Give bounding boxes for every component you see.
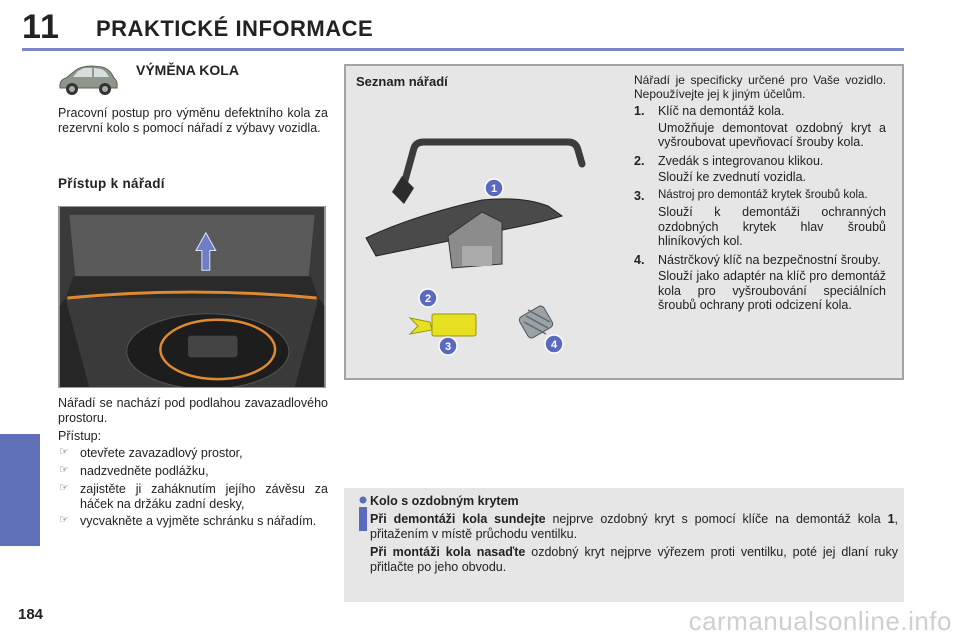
- security-socket-icon: [518, 305, 554, 340]
- tool-number: 4.: [634, 252, 645, 267]
- title-divider: [22, 48, 904, 51]
- pointing-hand-icon: ☞: [59, 481, 69, 494]
- access-steps: [58, 446, 328, 529]
- page-number: 184: [18, 606, 44, 623]
- info-paragraph-mounting: Při montáži kola nasaďte ozdobný kryt nejprve výřezem proti ventilku, poté jej dlaní ruky přitlačte po jeho obvodu.: [370, 545, 899, 574]
- tool-description: Umožňuje demontovat ozdobný kryt a vyšroubovat upevňovací šrouby kola.: [658, 120, 886, 149]
- tool-description: Slouží k demontáži ochranných ozdobných krytek hlav šroubů hliníkových kol.: [658, 205, 886, 248]
- section-intro: Pracovní postup pro výměnu defektního kola za rezervní kolo s pomocí nářadí z výbavy vozidla.: [58, 106, 328, 135]
- info-title: Kolo s ozdobným krytem: [370, 494, 519, 508]
- tool-number: 3.: [634, 188, 645, 203]
- info-paragraph-removal: Při demontáži kola sundejte nejprve ozdobný kryt s pomocí klíče na demontáž kola 1, přitažením v místě průchodu ventilku.: [370, 512, 898, 541]
- watermark: carmanualsonline.info: [688, 606, 952, 636]
- tools-heading: Seznam nářadí: [356, 74, 448, 89]
- pointing-hand-icon: ☞: [59, 514, 69, 527]
- list-item: [634, 253, 886, 313]
- callout-2: [419, 289, 437, 307]
- trunk-photo: [58, 206, 326, 388]
- page-title: PRAKTICKÉ INFORMACE: [96, 16, 374, 41]
- pointing-hand-icon: ☞: [59, 464, 69, 476]
- list-item: ☞ otevřete zavazadlový prostor,: [59, 446, 243, 461]
- car-icon: [56, 60, 120, 98]
- tool-list-box: [344, 64, 904, 380]
- tool-name: Klíč na demontáž kola.: [658, 104, 785, 118]
- tool-number: 2.: [634, 153, 645, 168]
- svg-text:4: 4: [550, 339, 558, 351]
- list-item: ☞ nadzvedněte podlážku,: [59, 464, 209, 478]
- section-title: VÝMĚNA KOLA: [136, 62, 239, 78]
- list-item: [634, 154, 886, 185]
- tools-intro: Nářadí je specificky určené pro Vaše vozidlo. Nepoužívejte jej k jiným účelům.: [634, 73, 886, 101]
- info-icon: [356, 496, 370, 532]
- chapter-side-tab: [0, 434, 40, 546]
- tool-description: Slouží jako adaptér na klíč pro demontáž kola pro vyšroubování speciálních šroubů ochrany proti odcizení kola.: [658, 269, 886, 312]
- svg-text:1: 1: [490, 183, 498, 195]
- cap-removal-tool-icon: [410, 314, 476, 336]
- tool-number: 1.: [634, 104, 645, 118]
- info-body: [370, 512, 898, 578]
- list-item: ☞ zajistěte ji zaháknutím jejího závěsu za háček na držáku zadní desky,: [59, 481, 328, 511]
- svg-text:2: 2: [424, 293, 432, 305]
- tool-description: Slouží ke zvednutí vozidla.: [658, 170, 806, 184]
- callout-1: [485, 179, 503, 197]
- tool-location-text: Nářadí se nachází pod podlahou zavazadlového prostoru.: [58, 396, 328, 425]
- list-item: ☞ vycvakněte a vyjměte schránku s nářadím.: [59, 514, 317, 529]
- tool-items: [634, 104, 886, 317]
- tools-illustration: [352, 96, 616, 380]
- list-item: [634, 189, 886, 249]
- access-label: Přístup:: [58, 428, 102, 443]
- callout-3: [439, 337, 457, 355]
- callout-4: [545, 335, 563, 353]
- chapter-number: 11: [22, 8, 60, 46]
- jack-icon: [366, 199, 562, 268]
- list-item: [634, 104, 886, 150]
- pointing-hand-icon: ☞: [59, 446, 69, 459]
- tool-name: Nástrčkový klíč na bezpečnostní šrouby.: [658, 252, 881, 267]
- svg-text:3: 3: [444, 341, 452, 353]
- info-box: [344, 488, 904, 602]
- tool-name: Zvedák s integrovanou klikou.: [658, 153, 824, 168]
- access-subtitle: Přístup k nářadí: [58, 176, 165, 191]
- tool-name: Nástroj pro demontáž krytek šroubů kola.: [658, 188, 868, 201]
- access-instructions: [58, 396, 328, 532]
